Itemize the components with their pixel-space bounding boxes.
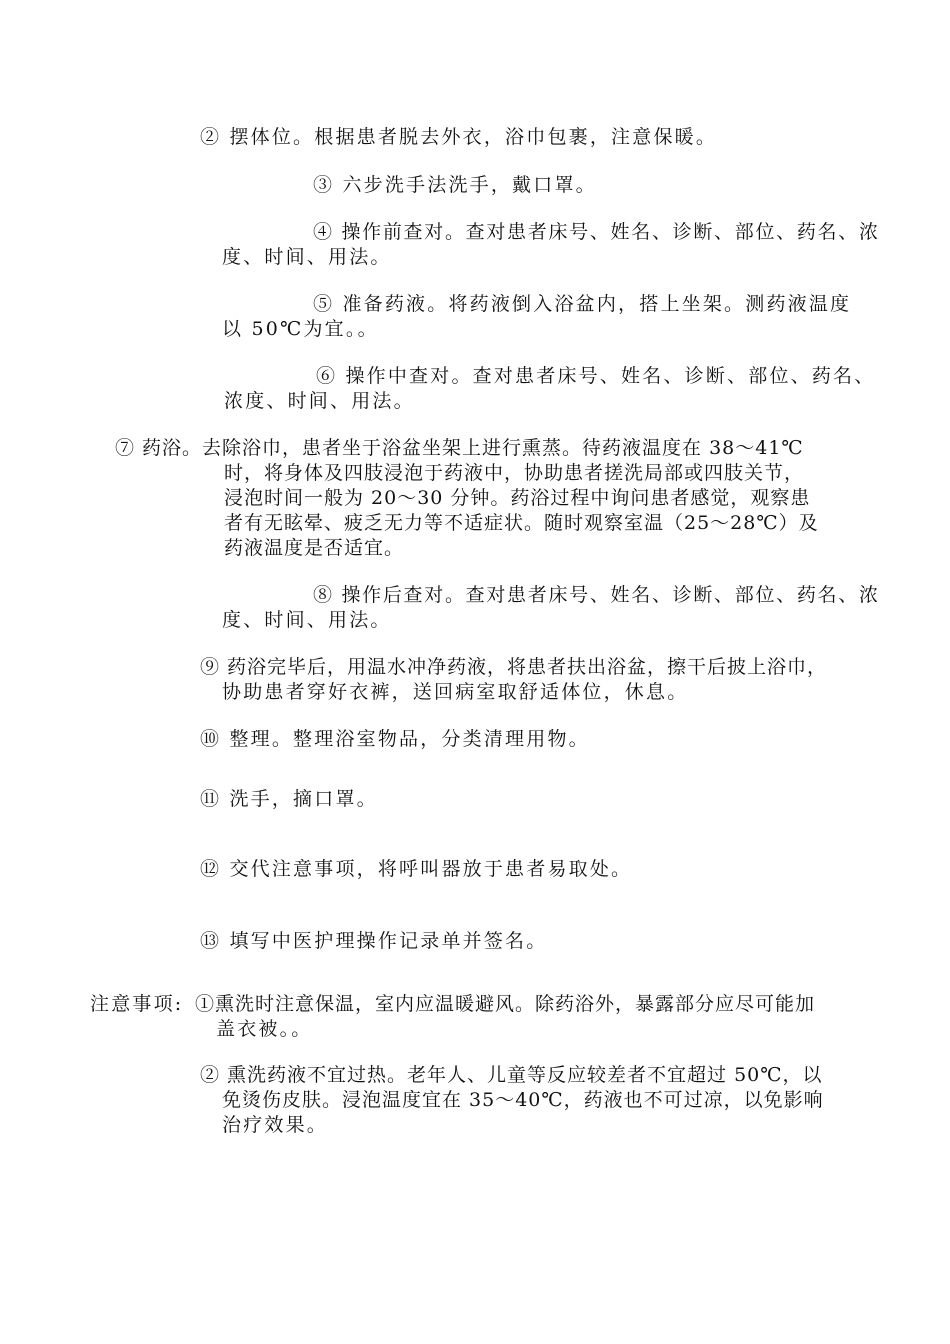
note-1-line-1: ①熏洗时注意保温，室内应温暖避风。除药浴外，暴露部分应尽可能加 bbox=[195, 993, 816, 1015]
step-6-line-1: ⑥ 操作中查对。查对患者床号、姓名、诊断、部位、药名、 bbox=[316, 365, 876, 387]
step-8-line-2: 度、时间、用法。 bbox=[222, 609, 392, 631]
note-2-line-2: 免烫伤皮肤。浸泡温度宜在 35～40℃，药液也不可过凉，以免影响 bbox=[222, 1089, 824, 1111]
step-4-line-1: ④ 操作前查对。查对患者床号、姓名、诊断、部位、药名、浓 bbox=[313, 221, 880, 243]
step-2-line-1: ② 摆体位。根据患者脱去外衣，浴巾包裹，注意保暖。 bbox=[200, 126, 718, 148]
step-6-line-2: 浓度、时间、用法。 bbox=[224, 390, 415, 412]
step-5-line-1: ⑤ 准备药液。将药液倒入浴盆内，搭上坐架。测药液温度 bbox=[313, 293, 852, 315]
step-4-line-2: 度、时间、用法。 bbox=[222, 246, 392, 268]
step-13-line-1: ⑬ 填写中医护理操作记录单并签名。 bbox=[200, 930, 548, 952]
step-9-line-1: ⑨ 药浴完毕后，用温水冲净药液，将患者扶出浴盆，擦干后披上浴巾， bbox=[200, 656, 828, 678]
note-2-line-1: ② 熏洗药液不宜过热。老年人、儿童等反应较差者不宜超过 50℃，以 bbox=[200, 1064, 823, 1086]
note-1-line-2: 盖衣被。。 bbox=[216, 1018, 313, 1040]
step-10-line-1: ⑩ 整理。整理浴室物品，分类清理用物。 bbox=[200, 728, 590, 750]
step-7-line-3: 浸泡时间一般为 20～30 分钟。药浴过程中询问患者感觉，观察患 bbox=[224, 487, 811, 509]
note-2-line-3: 治疗效果。 bbox=[222, 1114, 329, 1136]
step-8-line-1: ⑧ 操作后查对。查对患者床号、姓名、诊断、部位、药名、浓 bbox=[313, 584, 880, 606]
step-3-line-1: ③ 六步洗手法洗手，戴口罩。 bbox=[313, 174, 597, 196]
step-12-line-1: ⑫ 交代注意事项，将呼叫器放于患者易取处。 bbox=[200, 858, 633, 880]
step-7-line-5: 药液温度是否适宜。 bbox=[224, 537, 405, 559]
step-7-line-2: 时，将身体及四肢浸泡于药液中，协助患者搓洗局部或四肢关节， bbox=[224, 462, 805, 484]
notes-heading: 注意事项: bbox=[90, 993, 184, 1015]
step-5-line-2: 以 50℃为宜。。 bbox=[222, 318, 379, 340]
step-11-line-1: ⑪ 洗手，摘口罩。 bbox=[200, 788, 378, 810]
step-7-line-4: 者有无眩晕、疲乏无力等不适症状。随时观察室温（25～28℃）及 bbox=[224, 512, 819, 534]
step-7-line-1: ⑦ 药浴。去除浴巾，患者坐于浴盆坐架上进行熏蒸。待药液温度在 38～41℃ bbox=[115, 437, 804, 459]
step-9-line-2: 协助患者穿好衣裤，送回病室取舒适体位，休息。 bbox=[222, 681, 689, 703]
